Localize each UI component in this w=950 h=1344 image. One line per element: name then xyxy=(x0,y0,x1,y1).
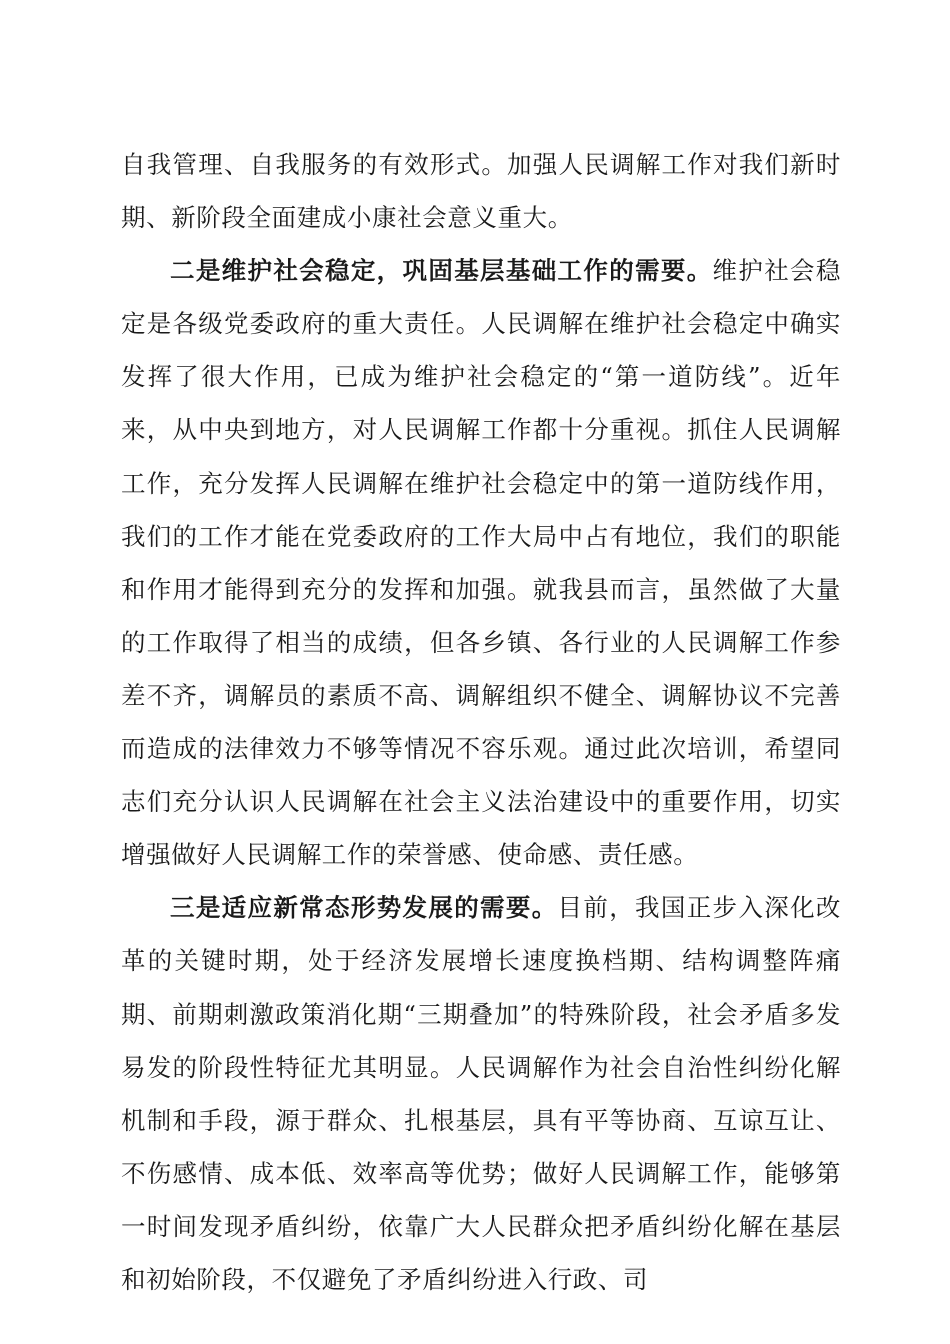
paragraph-body: 自我管理、自我服务的有效形式。加强人民调解工作对我们新时期、新阶段全面建成小康社会意义重大。 xyxy=(121,150,841,233)
paragraph-body: 维护社会稳定是各级党委政府的重大责任。人民调解在维护社会稳定中确实发挥了很大作用，已成为维护社会稳定的“第一道防线”。近年来，从中央到地方，对人民调解工作都十分重视。抓住人民调解工作，充分发挥人民调解在维护社会稳定中的第一道防线作用，我们的工作才能在党委政府的工作大局中占有地位，我们的职能和作用才能得到充分的发挥和加强。就我县而言，虽然做了大量的工作取得了相当的成绩，但各乡镇、各行业的人民调解工作参差不齐，调解员的素质不高、调解组织不健全、调解协议不完善而造成的法律效力不够等情况不容乐观。通过此次培训，希望同志们充分认识人民调解在社会主义法治建设中的重要作用，切实增强做好人民调解工作的荣誉感、使命感、责任感。 xyxy=(121,256,841,870)
paragraph-body: 目前，我国正步入深化改革的关键时期，处于经济发展增长速度换档期、结构调整阵痛期、前期刺激政策消化期“三期叠加”的特殊阶段，社会矛盾多发易发的阶段性特征尤其明显。人民调解作为社会自治性纠纷化解机制和手段，源于群众、扎根基层，具有平等协商、互谅互让、不伤感情、成本低、效率高等优势；做好人民调解工作，能够第一时间发现矛盾纠纷，依靠广大人民群众把矛盾纠纷化解在基层和初始阶段，不仅避免了矛盾纠纷进入行政、司 xyxy=(121,893,842,1294)
paragraph-lead: 三是适应新常态形势发展的需要。 xyxy=(170,893,558,923)
paragraph-point-two xyxy=(121,244,841,881)
document-body xyxy=(121,138,841,1306)
paragraph-point-three xyxy=(121,881,841,1306)
paragraph-lead: 二是维护社会稳定，巩固基层基础工作的需要。 xyxy=(170,256,713,286)
paragraph-continuation xyxy=(121,138,841,244)
